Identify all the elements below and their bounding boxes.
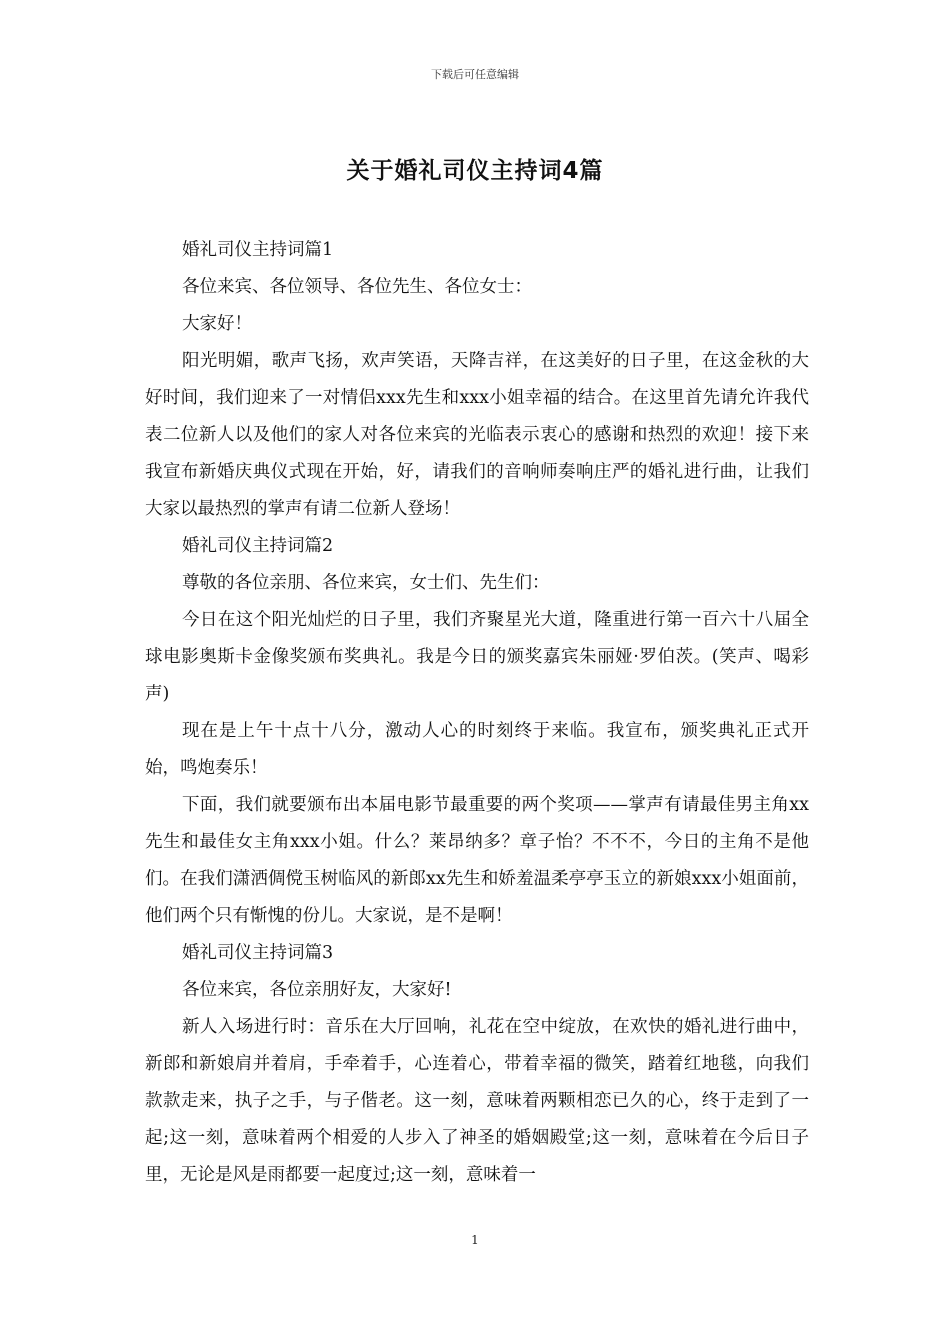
page-header: 下载后可任意编辑 <box>431 68 519 81</box>
paragraph: 尊敬的各位亲朋、各位来宾，女士们、先生们： <box>182 573 550 593</box>
document-title: 关于婚礼司仪主持词4篇 <box>346 158 604 184</box>
paragraph: 现在是上午十点十八分，激动人心的时刻终于来临。我宣布，颁奖典礼正式开始，鸣炮奏乐！ <box>145 721 809 778</box>
paragraph: 下面，我们就要颁布出本届电影节最重要的两个奖项——掌声有请最佳男主角xx先生和最佳女主角xxx小姐。什么？莱昂纳多？章子怡？不不不，今日的主角不是他们。在我们潇洒倜傥玉树临风的新郎xx先生和娇羞温柔亭亭玉立的新娘xxx小姐面前，他们两个只有惭愧的份儿。大家说，是不是啊！ <box>145 795 809 926</box>
paragraph: 新人入场进行时：音乐在大厅回响，礼花在空中绽放，在欢快的婚礼进行曲中，新郎和新娘肩并着肩，手牵着手，心连着心，带着幸福的微笑，踏着红地毯，向我们款款走来，执子之手，与子偕老。这一刻，意味着两颗相恋已久的心，终于走到了一起;这一刻，意味着两个相爱的人步入了神圣的婚姻殿堂;这一刻，意味着在今后日子里，无论是风是雨都要一起度过;这一刻，意味着一 <box>145 1017 809 1185</box>
paragraph: 各位来宾，各位亲朋好友，大家好! <box>182 980 452 1000</box>
section-heading-2: 婚礼司仪主持词篇2 <box>182 536 334 556</box>
page-number: 1 <box>471 1233 479 1247</box>
paragraph: 大家好！ <box>182 314 252 334</box>
paragraph: 阳光明媚，歌声飞扬，欢声笑语，天降吉祥，在这美好的日子里，在这金秋的大好时间，我们迎来了一对情侣xxx先生和xxx小姐幸福的结合。在这里首先请允许我代表二位新人以及他们的家人对各位来宾的光临表示衷心的感谢和热烈的欢迎！接下来我宣布新婚庆典仪式现在开始，好，请我们的音响师奏响庄严的婚礼进行曲，让我们大家以最热烈的掌声有请二位新人登场！ <box>145 351 809 519</box>
document-body <box>145 232 809 1194</box>
section-heading-3: 婚礼司仪主持词篇3 <box>182 943 334 963</box>
section-heading-1: 婚礼司仪主持词篇1 <box>182 240 334 260</box>
paragraph: 今日在这个阳光灿烂的日子里，我们齐聚星光大道，隆重进行第一百六十八届全球电影奥斯卡金像奖颁布奖典礼。我是今日的颁奖嘉宾朱丽娅·罗伯茨。(笑声、喝彩声) <box>145 610 809 704</box>
paragraph: 各位来宾、各位领导、各位先生、各位女士： <box>182 277 532 297</box>
